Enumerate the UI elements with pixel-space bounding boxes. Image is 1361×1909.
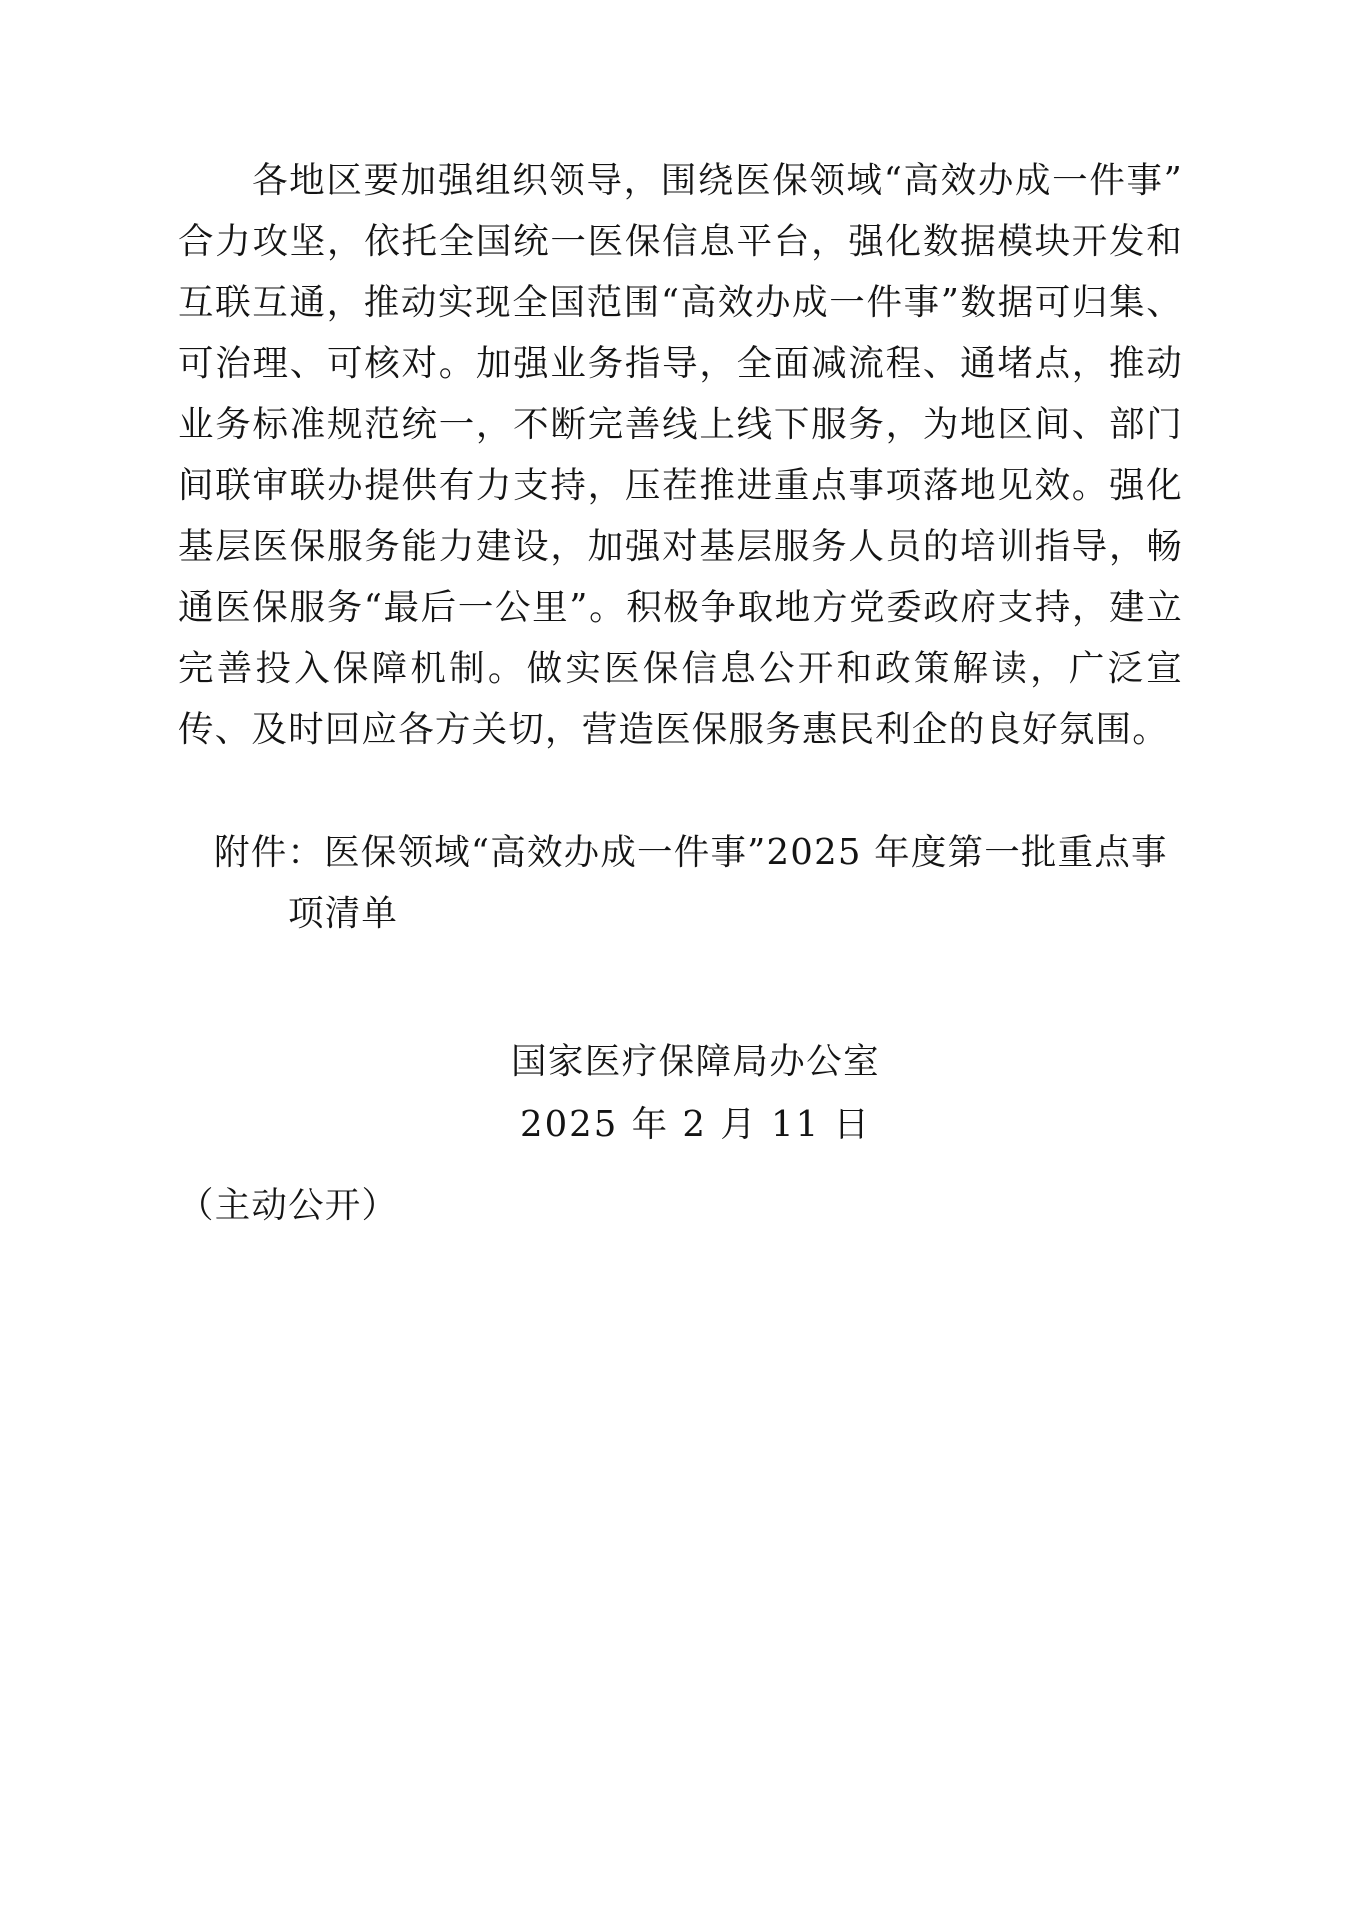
disclosure-note: （主动公开）	[178, 1185, 399, 1226]
attachment-block	[178, 822, 1183, 944]
signature-organization: 国家医疗保障局办公室	[510, 1041, 880, 1082]
body-paragraph: 各地区要加强组织领导，围绕医保领域“高效办成一件事”合力攻坚，依托全国统一医保信息平台，强化数据模块开发和互联互通，推动实现全国范围“高效办成一件事”数据可归集、可治理、可核对。加强业务指导，全面减流程、通堵点，推动业务标准规范统一，不断完善线上线下服务，为地区间、部门间联审联办提供有力支持，压茬推进重点事项落地见效。强化基层医保服务能力建设，加强对基层服务人员的培训指导，畅通医保服务“最后一公里”。积极争取地方党委政府支持，建立完善投入保障机制。做实医保信息公开和政策解读，广泛宣传、及时回应各方关切，营造医保服务惠民利企的良好氛围。	[178, 160, 1183, 750]
signature-date: 2025 年 2 月 11 日	[519, 1104, 872, 1145]
attachment-line-2: 项清单	[288, 893, 399, 934]
attachment-line-1: 附件：医保领域“高效办成一件事”2025 年度第一批重点事	[214, 832, 1168, 873]
signature-block	[178, 1030, 1183, 1156]
document-body	[178, 150, 1183, 944]
